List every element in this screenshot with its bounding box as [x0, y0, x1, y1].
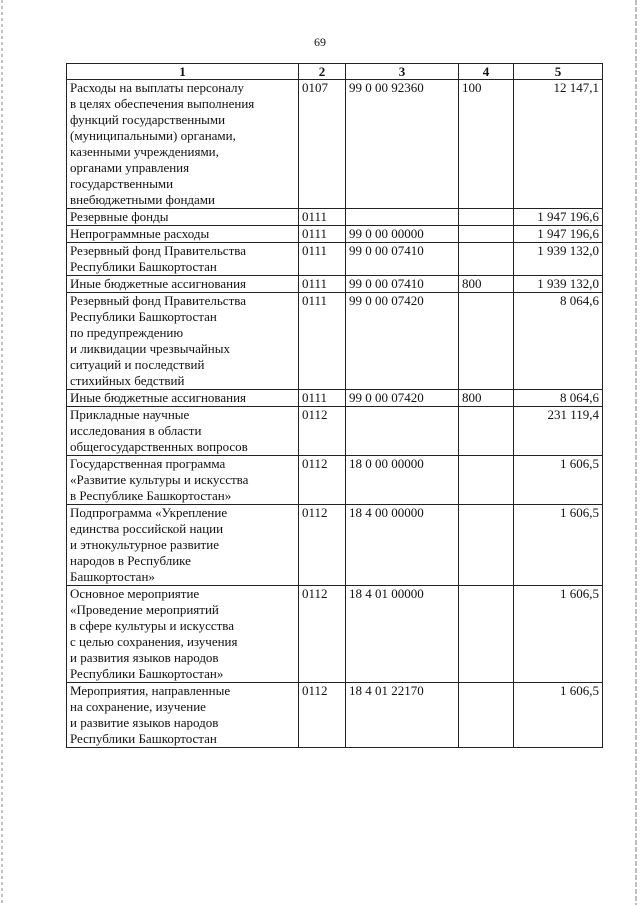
column-header-2: 2	[299, 64, 346, 80]
amount-cell: 1 606,5	[514, 683, 603, 748]
expense-name-line: Республики Башкортостан	[70, 731, 217, 746]
amount-cell: 1 606,5	[514, 456, 603, 505]
expense-type-cell	[459, 505, 514, 586]
expense-name-line: Резервный фонд Правительства	[70, 243, 246, 258]
target-article-cell: 18 4 00 00000	[346, 505, 459, 586]
table-header-row	[67, 64, 603, 80]
section-code-cell: 0111	[299, 293, 346, 390]
expense-type-cell	[459, 243, 514, 276]
expense-name-line: Непрограммные расходы	[70, 226, 210, 241]
amount-cell: 231 119,4	[514, 407, 603, 456]
amount-cell: 8 064,6	[514, 293, 603, 390]
expense-name-cell	[67, 390, 299, 407]
expense-name-line: Подпрограмма «Укрепление	[70, 505, 228, 520]
expense-name-cell	[67, 209, 299, 226]
expense-name-cell	[67, 226, 299, 243]
expense-name-cell	[67, 456, 299, 505]
expense-name-line: в сфере культуры и искусства	[70, 618, 235, 633]
table-row	[67, 407, 603, 456]
target-article-cell	[346, 407, 459, 456]
expense-name-line: внебюджетными фондами	[70, 192, 215, 207]
expense-name-line: с целью сохранения, изучения	[70, 634, 238, 649]
expense-name-line: единства российской нации	[70, 521, 224, 536]
scan-edge-left	[1, 0, 3, 905]
expense-name-line: народов в Республике	[70, 553, 191, 568]
expense-name-line: в целях обеспечения выполнения	[70, 96, 255, 111]
table-row	[67, 243, 603, 276]
amount-cell: 1 947 196,6	[514, 209, 603, 226]
section-code-cell: 0112	[299, 407, 346, 456]
column-header-1: 1	[67, 64, 299, 80]
page-number: 69	[314, 35, 326, 49]
target-article-cell: 99 0 00 00000	[346, 226, 459, 243]
expense-name-line: (муниципальными) органами,	[70, 128, 236, 143]
expense-name-cell	[67, 407, 299, 456]
column-header-5: 5	[514, 64, 603, 80]
amount-cell: 1 606,5	[514, 586, 603, 683]
expense-name-line: в Республике Башкортостан»	[70, 488, 232, 503]
section-code-cell: 0111	[299, 276, 346, 293]
amount-cell: 1 939 132,0	[514, 243, 603, 276]
expense-name-line: и развитие языков народов	[70, 715, 219, 730]
expense-name-line: функций государственными	[70, 112, 226, 127]
expense-name-line: стихийных бедствий	[70, 373, 185, 388]
target-article-cell: 99 0 00 07420	[346, 390, 459, 407]
expense-name-line: Государственная программа	[70, 456, 226, 471]
expense-name-line: на сохранение, изучение	[70, 699, 206, 714]
expense-name-line: Иные бюджетные ассигнования	[70, 276, 247, 291]
section-code-cell: 0111	[299, 209, 346, 226]
table-row	[67, 209, 603, 226]
table-row	[67, 586, 603, 683]
expense-name-line: Республики Башкортостан	[70, 309, 217, 324]
amount-cell: 1 606,5	[514, 505, 603, 586]
expense-name-cell	[67, 293, 299, 390]
expense-name-line: Республики Башкортостан	[70, 259, 217, 274]
expense-name-cell	[67, 276, 299, 293]
table-row	[67, 226, 603, 243]
expense-name-line: «Развитие культуры и искусства	[70, 472, 249, 487]
expense-name-cell	[67, 243, 299, 276]
target-article-cell: 18 0 00 00000	[346, 456, 459, 505]
table-row	[67, 683, 603, 748]
expense-type-cell	[459, 407, 514, 456]
expense-name-line: исследования в области	[70, 423, 202, 438]
expense-name-cell	[67, 505, 299, 586]
section-code-cell: 0111	[299, 390, 346, 407]
table-row	[67, 505, 603, 586]
expense-name-line: Резервный фонд Правительства	[70, 293, 246, 308]
expense-name-line: органами управления	[70, 160, 190, 175]
section-code-cell: 0107	[299, 80, 346, 209]
expense-name-line: Основное мероприятие	[70, 586, 200, 601]
expense-name-line: Мероприятия, направленные	[70, 683, 231, 698]
target-article-cell: 18 4 01 00000	[346, 586, 459, 683]
table-row	[67, 390, 603, 407]
amount-cell: 1 947 196,6	[514, 226, 603, 243]
expense-type-cell	[459, 683, 514, 748]
expense-name-line: Расходы на выплаты персоналу	[70, 80, 245, 95]
expense-name-line: ситуаций и последствий	[70, 357, 205, 372]
expense-name-line: и развития языков народов	[70, 650, 219, 665]
expense-name-line: Башкортостан»	[70, 569, 155, 584]
table-row	[67, 456, 603, 505]
target-article-cell: 18 4 01 22170	[346, 683, 459, 748]
expense-name-line: общегосударственных вопросов	[70, 439, 248, 454]
expense-type-cell	[459, 209, 514, 226]
expense-name-line: государственными	[70, 176, 174, 191]
section-code-cell: 0111	[299, 243, 346, 276]
expense-name-line: Резервные фонды	[70, 209, 169, 224]
scan-edge-right	[635, 0, 637, 905]
target-article-cell	[346, 209, 459, 226]
expense-type-cell: 800	[459, 276, 514, 293]
expense-type-cell	[459, 586, 514, 683]
expense-type-cell	[459, 293, 514, 390]
section-code-cell: 0112	[299, 456, 346, 505]
target-article-cell: 99 0 00 07420	[346, 293, 459, 390]
target-article-cell: 99 0 00 07410	[346, 276, 459, 293]
expense-name-line: Республики Башкортостан»	[70, 666, 224, 681]
expense-type-cell: 100	[459, 80, 514, 209]
expense-name-cell	[67, 683, 299, 748]
expense-name-cell	[67, 586, 299, 683]
expense-type-cell: 800	[459, 390, 514, 407]
expense-name-line: и этнокультурное развитие	[70, 537, 219, 552]
table-row	[67, 293, 603, 390]
expense-type-cell	[459, 226, 514, 243]
table-row	[67, 80, 603, 209]
target-article-cell: 99 0 00 92360	[346, 80, 459, 209]
expense-name-line: казенными учреждениями,	[70, 144, 219, 159]
amount-cell: 8 064,6	[514, 390, 603, 407]
expense-name-line: «Проведение мероприятий	[70, 602, 219, 617]
expense-name-line: Иные бюджетные ассигнования	[70, 390, 247, 405]
expense-type-cell	[459, 456, 514, 505]
section-code-cell: 0111	[299, 226, 346, 243]
column-header-3: 3	[346, 64, 459, 80]
section-code-cell: 0112	[299, 683, 346, 748]
column-header-4: 4	[459, 64, 514, 80]
table-row	[67, 276, 603, 293]
budget-table	[66, 63, 603, 748]
amount-cell: 1 939 132,0	[514, 276, 603, 293]
expense-name-line: и ликвидации чрезвычайных	[70, 341, 230, 356]
expense-name-line: по предупреждению	[70, 325, 184, 340]
expense-name-cell	[67, 80, 299, 209]
section-code-cell: 0112	[299, 505, 346, 586]
expense-name-line: Прикладные научные	[70, 407, 190, 422]
amount-cell: 12 147,1	[514, 80, 603, 209]
section-code-cell: 0112	[299, 586, 346, 683]
target-article-cell: 99 0 00 07410	[346, 243, 459, 276]
